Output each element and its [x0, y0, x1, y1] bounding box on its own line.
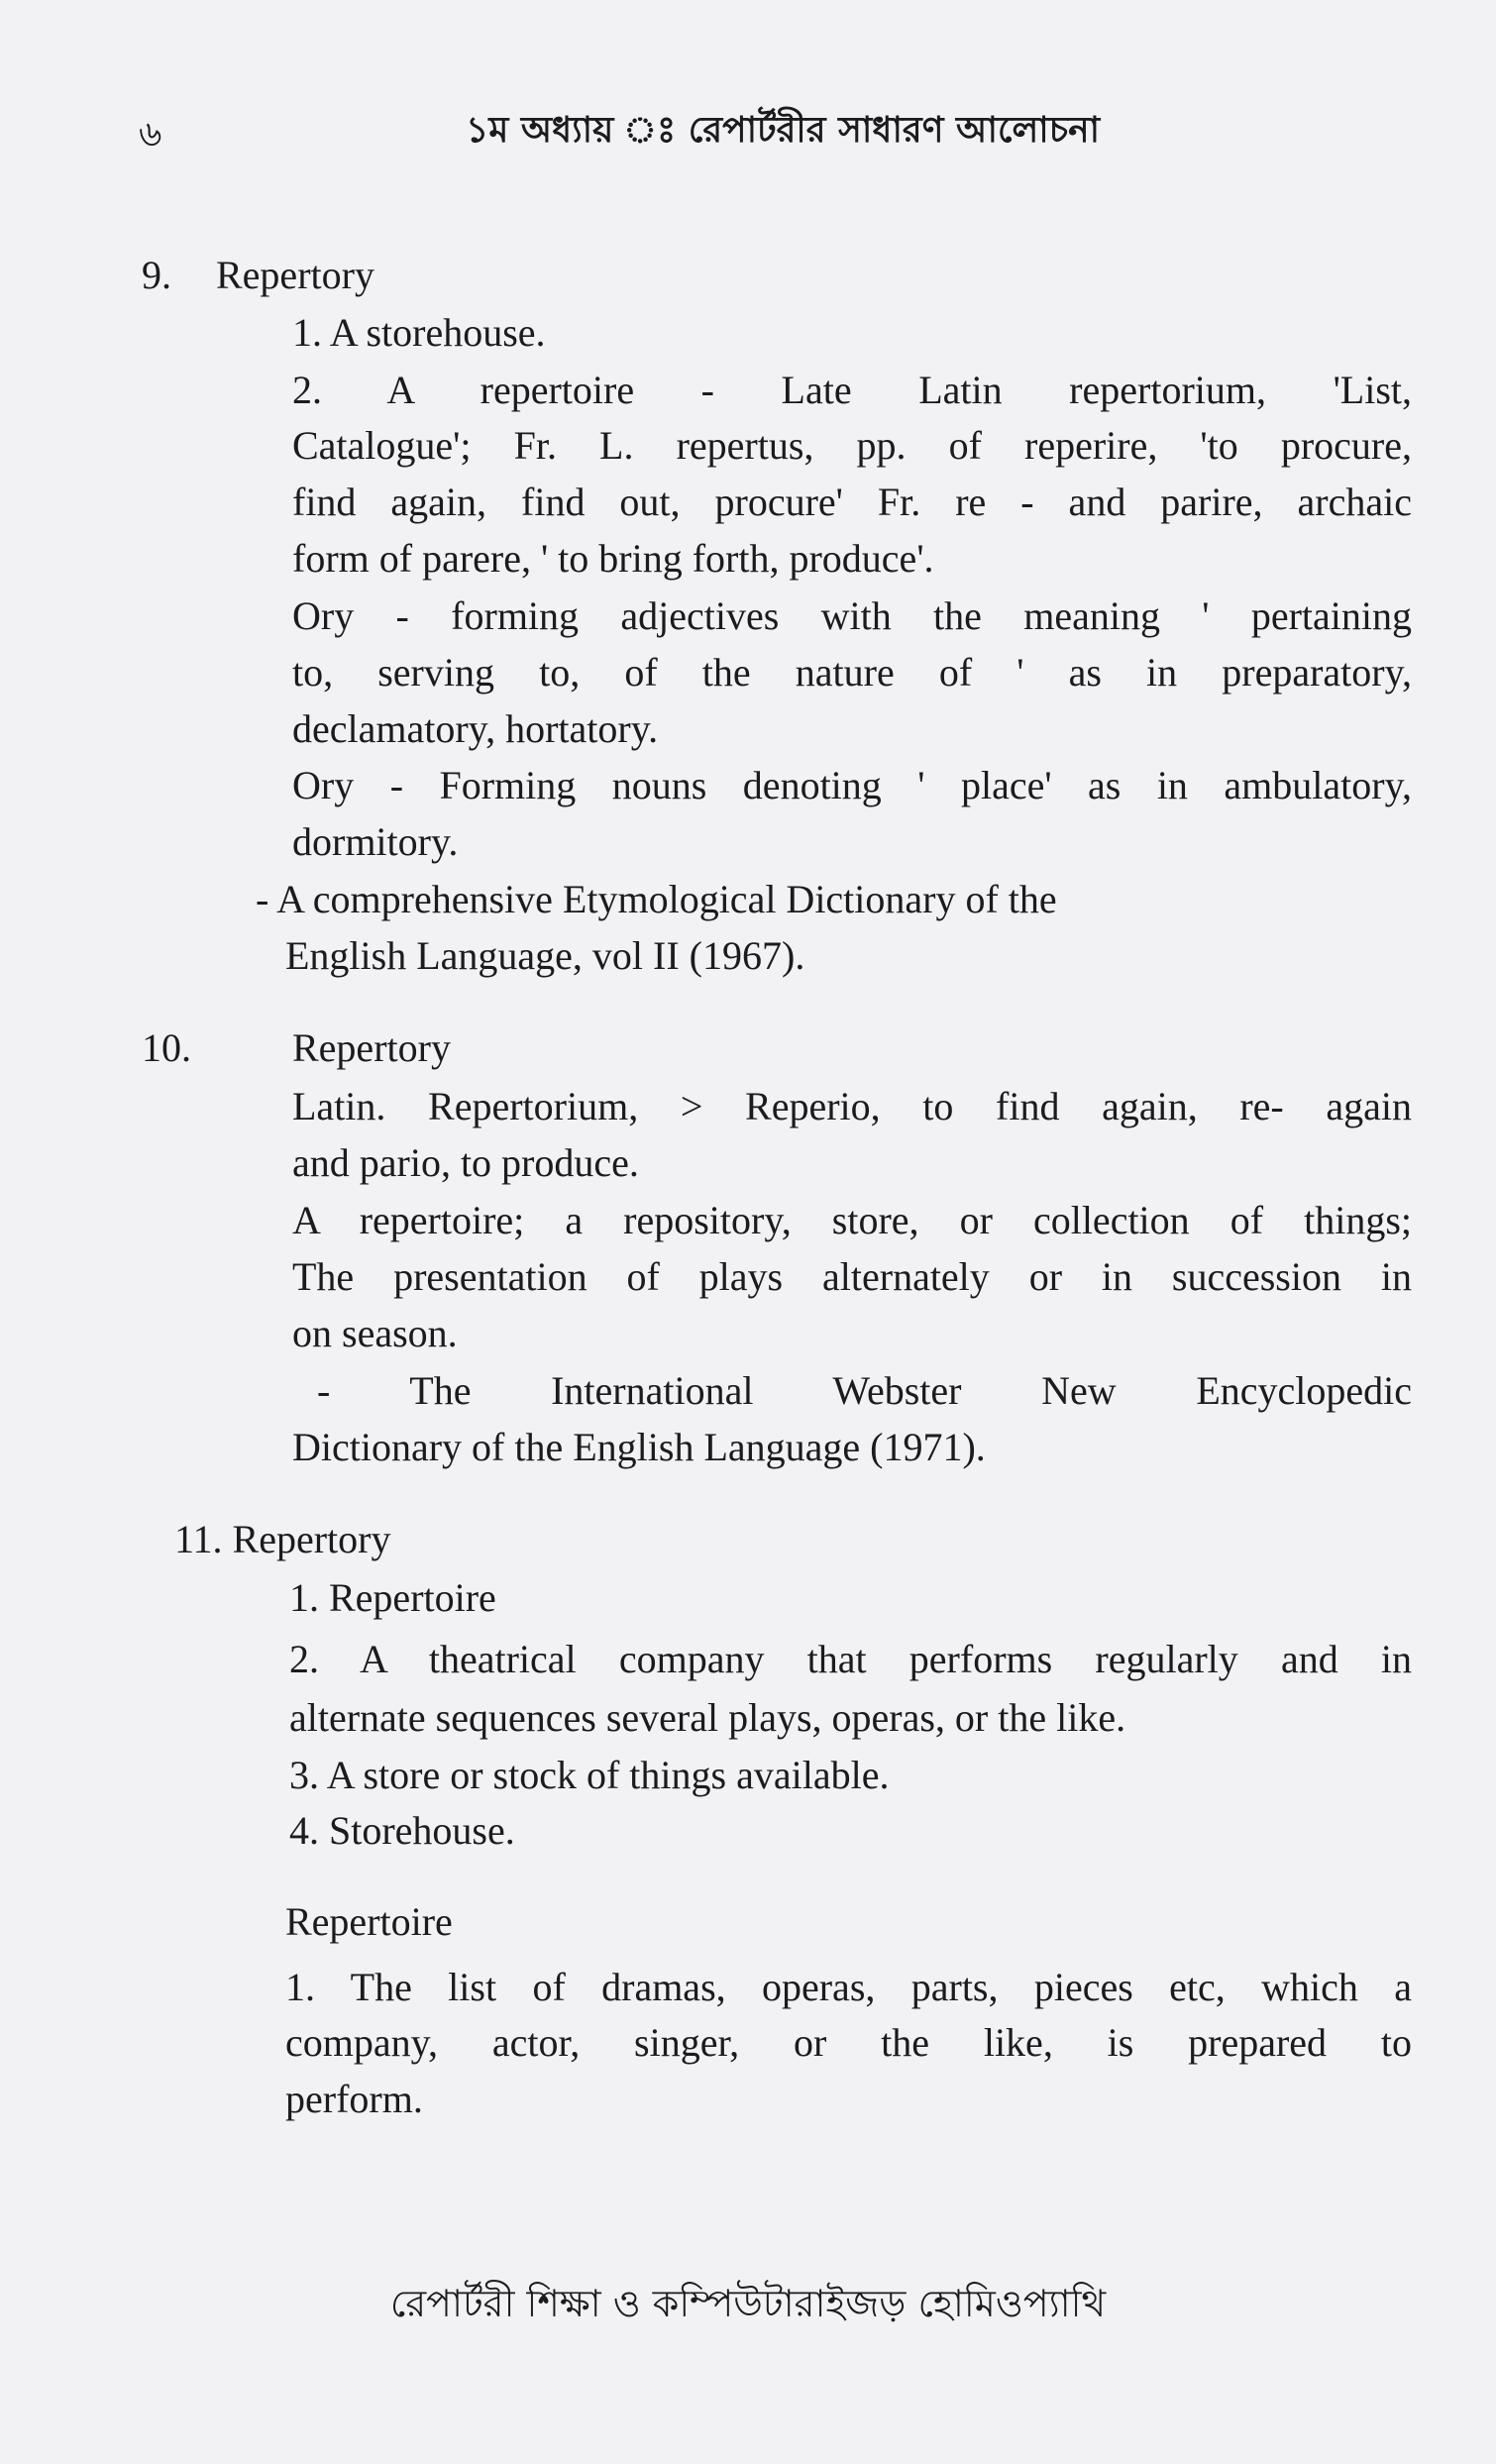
definition-line: on season. — [292, 1311, 458, 1355]
definition-line: 2. A repertoire - Late Latin repertorium, 'List, — [292, 368, 1412, 412]
definition-line: 1. The list of dramas, operas, parts, pieces etc, which a — [285, 1965, 1412, 2009]
definition-line: Catalogue'; Fr. L. repertus, pp. of reperire, 'to procure, — [292, 423, 1412, 468]
entry-term: 11. Repertory — [174, 1517, 391, 1561]
entry-term: Repertory — [216, 253, 374, 297]
definition-line: Ory - Forming nouns denoting ' place' as in ambulatory, — [292, 763, 1412, 807]
entry-number: 10. — [142, 1025, 191, 1070]
definition-line: form of parere, ' to bring forth, produce'. — [292, 536, 934, 581]
source-citation: Dictionary of the English Language (1971). — [292, 1425, 986, 1469]
definition-line: find again, find out, procure' Fr. re - and parire, archaic — [292, 480, 1412, 524]
definition-line: Latin. Repertorium, > Reperio, to find again, re- again — [292, 1084, 1412, 1128]
source-citation: English Language, vol II (1967). — [285, 933, 805, 978]
entry-number: 9. — [142, 253, 171, 297]
definition-line: The presentation of plays alternately or in succession in — [292, 1254, 1412, 1299]
definition-line: 1. Repertoire — [289, 1575, 496, 1620]
source-citation: - A comprehensive Etymological Dictionary of the — [256, 877, 1057, 921]
sub-entry-term: Repertoire — [285, 1899, 453, 1944]
definition-line: company, actor, singer, or the like, is prepared to — [285, 2020, 1412, 2065]
source-citation: - The International Webster New Encyclopedic — [317, 1368, 1412, 1413]
definition-line: Ory - forming adjectives with the meaning ' pertaining — [292, 593, 1412, 638]
definition-line: to, serving to, of the nature of ' as in preparatory, — [292, 650, 1412, 695]
definition-line: 1. A storehouse. — [292, 310, 546, 355]
page-number: ৬ — [139, 114, 162, 154]
definition-line: declamatory, hortatory. — [292, 706, 659, 751]
definition-line: alternate sequences several plays, operas, or the like. — [289, 1695, 1126, 1740]
definition-line: 4. Storehouse. — [289, 1808, 515, 1853]
page-footer: রেপার্টরী শিক্ষা ও কম্পিউটারাইজড় হোমিওপ্যাথি — [389, 2282, 1107, 2325]
definition-line: dormitory. — [292, 819, 459, 864]
definition-line: 2. A theatrical company that performs regularly and in — [289, 1637, 1412, 1681]
definition-line: perform. — [285, 2077, 423, 2121]
definition-line: A repertoire; a repository, store, or collection of things; — [292, 1198, 1412, 1242]
definition-line: and pario, to produce. — [292, 1140, 639, 1185]
definition-line: 3. A store or stock of things available. — [289, 1753, 890, 1797]
entry-term: Repertory — [292, 1025, 451, 1070]
chapter-title: ১ম অধ্যায় ঃ রেপার্টরীর সাধারণ আলোচনা — [466, 110, 1101, 151]
